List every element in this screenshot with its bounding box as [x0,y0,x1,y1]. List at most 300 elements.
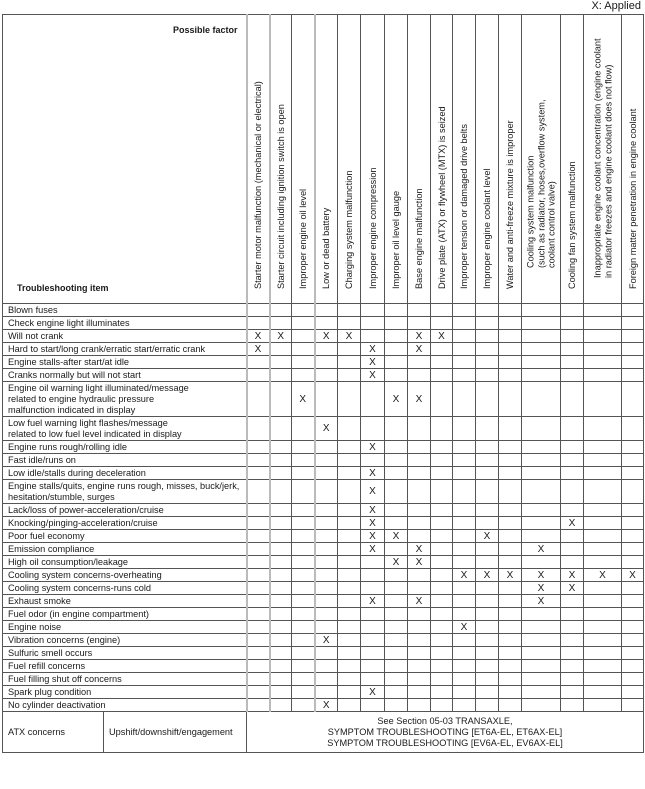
empty-cell [292,621,315,634]
empty-cell [431,504,453,517]
empty-cell [561,330,584,343]
empty-cell [431,441,453,454]
empty-cell [408,454,431,467]
empty-cell [338,343,361,356]
table-row [3,556,644,569]
empty-cell [385,660,408,673]
troubleshooting-item-label: Troubleshooting item [17,283,109,293]
empty-cell [584,356,622,369]
empty-cell [247,504,270,517]
empty-cell [292,441,315,454]
empty-cell [270,417,292,441]
empty-cell [499,660,522,673]
troubleshooting-item: Engine stalls-after start/at idle [3,356,247,369]
empty-cell [476,595,499,608]
empty-cell [584,330,622,343]
empty-cell [247,317,270,330]
empty-cell [361,699,385,712]
empty-cell [338,686,361,699]
empty-cell [408,356,431,369]
table-row [3,517,644,530]
empty-cell [292,317,315,330]
empty-cell [476,634,499,647]
empty-cell [561,530,584,543]
empty-cell [431,369,453,382]
applied-mark: X [247,343,270,356]
empty-cell [338,356,361,369]
atx-row [3,712,644,753]
empty-cell [561,304,584,317]
empty-cell [247,480,270,504]
empty-cell [584,304,622,317]
empty-cell [315,467,338,480]
empty-cell [431,382,453,417]
empty-cell [622,660,644,673]
empty-cell [315,356,338,369]
empty-cell [338,582,361,595]
empty-cell [453,673,476,686]
troubleshooting-item: Fuel filling shut off concerns [3,673,247,686]
empty-cell [453,317,476,330]
empty-cell [338,441,361,454]
empty-cell [584,467,622,480]
empty-cell [338,454,361,467]
empty-cell [247,304,270,317]
legend-applied: X: Applied [591,0,641,12]
factor-label: Base engine malfunction [413,187,424,289]
empty-cell [270,441,292,454]
empty-cell [361,417,385,441]
empty-cell [270,686,292,699]
empty-cell [476,556,499,569]
empty-cell [453,369,476,382]
empty-cell [292,330,315,343]
empty-cell [315,369,338,382]
empty-cell [499,454,522,467]
empty-cell [338,304,361,317]
empty-cell [338,317,361,330]
header-row [3,15,644,304]
empty-cell [431,621,453,634]
empty-cell [247,543,270,556]
applied-mark: X [622,569,644,582]
factor-label: Improper tension or damaged drive belts [458,123,469,289]
empty-cell [584,673,622,686]
empty-cell [292,686,315,699]
empty-cell [561,634,584,647]
empty-cell [270,621,292,634]
empty-cell [584,634,622,647]
empty-cell [315,530,338,543]
table-row [3,634,644,647]
empty-cell [338,556,361,569]
factor-label: Inappropriate engine coolant concentration (engine coolant in radiator freezes and engine coolant does not flow) [592,38,613,278]
troubleshooting-item: Exhaust smoke [3,595,247,608]
applied-mark: X [361,356,385,369]
empty-cell [408,317,431,330]
empty-cell [315,317,338,330]
empty-cell [408,530,431,543]
applied-mark: X [522,543,561,556]
empty-cell [453,530,476,543]
empty-cell [385,595,408,608]
empty-cell [338,608,361,621]
table-row [3,317,644,330]
empty-cell [476,543,499,556]
empty-cell [270,467,292,480]
applied-mark: X [431,330,453,343]
empty-cell [270,608,292,621]
table-row [3,417,644,441]
empty-cell [561,441,584,454]
applied-mark: X [292,382,315,417]
empty-cell [247,569,270,582]
empty-cell [247,467,270,480]
empty-cell [247,517,270,530]
empty-cell [361,660,385,673]
empty-cell [584,543,622,556]
troubleshooting-item: Engine runs rough/rolling idle [3,441,247,454]
empty-cell [292,647,315,660]
factor-header-14 [584,15,622,304]
empty-cell [270,382,292,417]
empty-cell [499,343,522,356]
empty-cell [453,634,476,647]
empty-cell [561,480,584,504]
empty-cell [476,686,499,699]
empty-cell [522,556,561,569]
empty-cell [270,634,292,647]
empty-cell [584,454,622,467]
empty-cell [476,330,499,343]
empty-cell [292,699,315,712]
empty-cell [292,517,315,530]
empty-cell [453,467,476,480]
table-row [3,582,644,595]
factor-label: Starter circuit including ignition switch is open [275,103,286,289]
empty-cell [270,543,292,556]
empty-cell [499,304,522,317]
empty-cell [385,369,408,382]
empty-cell [338,621,361,634]
empty-cell [361,673,385,686]
empty-cell [561,699,584,712]
empty-cell [431,582,453,595]
empty-cell [315,343,338,356]
factor-label: Cooling system malfunction (such as radiator, hoses,overflow system, coolant control valve) [525,98,557,268]
empty-cell [622,504,644,517]
empty-cell [408,673,431,686]
empty-cell [522,647,561,660]
empty-cell [385,317,408,330]
empty-cell [584,582,622,595]
empty-cell [385,343,408,356]
empty-cell [584,660,622,673]
empty-cell [292,454,315,467]
factor-header-1 [270,15,292,304]
empty-cell [338,569,361,582]
table-row [3,530,644,543]
empty-cell [476,369,499,382]
empty-cell [292,673,315,686]
empty-cell [385,356,408,369]
empty-cell [584,504,622,517]
factor-header-10 [476,15,499,304]
empty-cell [561,417,584,441]
applied-mark: X [361,467,385,480]
troubleshooting-item: Will not crank [3,330,247,343]
empty-cell [499,634,522,647]
empty-cell [622,467,644,480]
empty-cell [361,608,385,621]
empty-cell [476,304,499,317]
empty-cell [361,582,385,595]
factor-label: Drive plate (ATX) or flywheel (MTX) is seized [436,105,447,289]
factor-header-11 [499,15,522,304]
empty-cell [453,356,476,369]
empty-cell [499,480,522,504]
empty-cell [431,480,453,504]
factor-label: Improper oil level gauge [390,190,401,289]
empty-cell [247,634,270,647]
empty-cell [385,686,408,699]
applied-mark: X [476,530,499,543]
empty-cell [270,530,292,543]
empty-cell [338,660,361,673]
empty-cell [453,330,476,343]
empty-cell [408,699,431,712]
troubleshooting-item: Spark plug condition [3,686,247,699]
empty-cell [522,621,561,634]
empty-cell [522,454,561,467]
empty-cell [476,480,499,504]
empty-cell [315,595,338,608]
applied-mark: X [315,699,338,712]
applied-mark: X [361,686,385,699]
empty-cell [499,417,522,441]
empty-cell [270,356,292,369]
empty-cell [431,569,453,582]
troubleshooting-item: Blown fuses [3,304,247,317]
empty-cell [584,595,622,608]
troubleshooting-item: Vibration concerns (engine) [3,634,247,647]
empty-cell [584,369,622,382]
empty-cell [476,382,499,417]
empty-cell [499,595,522,608]
empty-cell [453,595,476,608]
empty-cell [408,504,431,517]
empty-cell [453,382,476,417]
empty-cell [315,686,338,699]
empty-cell [622,543,644,556]
header-corner [3,15,247,304]
empty-cell [431,634,453,647]
empty-cell [561,686,584,699]
table-row [3,699,644,712]
empty-cell [622,330,644,343]
applied-mark: X [408,543,431,556]
atx-reference-note: See Section 05-03 TRANSAXLE, SYMPTOM TROUBLESHOOTING [ET6A-EL, ET6AX-EL] SYMPTOM TROUBLESHOOTING [EV6A-EL, EV6AX-EL] [247,712,644,753]
factor-label: Water and anti-freeze mixture is improper [504,119,515,289]
empty-cell [408,686,431,699]
applied-mark: X [408,595,431,608]
empty-cell [561,621,584,634]
empty-cell [522,673,561,686]
empty-cell [408,608,431,621]
empty-cell [622,621,644,634]
empty-cell [499,382,522,417]
empty-cell [561,317,584,330]
empty-cell [499,441,522,454]
empty-cell [561,382,584,417]
empty-cell [584,343,622,356]
factor-header-0 [247,15,270,304]
applied-mark: X [247,330,270,343]
table-row [3,504,644,517]
empty-cell [361,454,385,467]
empty-cell [561,556,584,569]
empty-cell [584,417,622,441]
empty-cell [270,504,292,517]
empty-cell [292,467,315,480]
empty-cell [315,480,338,504]
empty-cell [522,608,561,621]
empty-cell [453,608,476,621]
empty-cell [499,530,522,543]
troubleshooting-item: Knocking/pinging-acceleration/cruise [3,517,247,530]
empty-cell [431,304,453,317]
empty-cell [522,504,561,517]
empty-cell [431,686,453,699]
empty-cell [522,634,561,647]
applied-mark: X [522,582,561,595]
empty-cell [315,647,338,660]
empty-cell [338,530,361,543]
empty-cell [622,673,644,686]
empty-cell [431,595,453,608]
table-body [3,304,644,753]
empty-cell [622,595,644,608]
empty-cell [270,582,292,595]
empty-cell [499,330,522,343]
empty-cell [622,417,644,441]
atx-item: ATX concerns [3,712,104,753]
table-row [3,369,644,382]
empty-cell [247,686,270,699]
empty-cell [622,647,644,660]
empty-cell [499,699,522,712]
applied-mark: X [408,343,431,356]
empty-cell [561,369,584,382]
table-row [3,621,644,634]
empty-cell [453,480,476,504]
applied-mark: X [270,330,292,343]
empty-cell [499,504,522,517]
empty-cell [431,517,453,530]
empty-cell [561,356,584,369]
empty-cell [453,343,476,356]
applied-mark: X [453,621,476,634]
empty-cell [584,621,622,634]
empty-cell [408,480,431,504]
troubleshooting-item: Engine oil warning light illuminated/message related to engine hydraulic pressure malfunction indicated in display [3,382,247,417]
troubleshooting-item: Cooling system concerns-overheating [3,569,247,582]
empty-cell [361,569,385,582]
empty-cell [499,556,522,569]
empty-cell [338,467,361,480]
empty-cell [247,595,270,608]
empty-cell [622,304,644,317]
empty-cell [338,480,361,504]
table-row [3,543,644,556]
empty-cell [361,304,385,317]
empty-cell [292,608,315,621]
empty-cell [338,673,361,686]
empty-cell [247,441,270,454]
applied-mark: X [361,441,385,454]
empty-cell [315,441,338,454]
troubleshooting-item: Low fuel warning light flashes/message related to low fuel level indicated in display [3,417,247,441]
empty-cell [247,608,270,621]
factor-header-8 [431,15,453,304]
empty-cell [431,356,453,369]
empty-cell [270,660,292,673]
empty-cell [431,660,453,673]
empty-cell [522,304,561,317]
empty-cell [247,356,270,369]
applied-mark: X [561,569,584,582]
empty-cell [476,660,499,673]
empty-cell [584,556,622,569]
troubleshooting-item: Fuel odor (in engine compartment) [3,608,247,621]
empty-cell [622,454,644,467]
empty-cell [270,517,292,530]
empty-cell [338,634,361,647]
factor-label: Starter motor malfunction (mechanical or electrical) [252,80,263,289]
factor-header-15 [622,15,644,304]
empty-cell [499,369,522,382]
empty-cell [431,317,453,330]
applied-mark: X [361,517,385,530]
applied-mark: X [361,343,385,356]
empty-cell [431,343,453,356]
empty-cell [453,454,476,467]
empty-cell [584,699,622,712]
empty-cell [499,608,522,621]
empty-cell [561,454,584,467]
troubleshooting-item: Emission compliance [3,543,247,556]
empty-cell [408,417,431,441]
empty-cell [622,686,644,699]
applied-mark: X [584,569,622,582]
empty-cell [522,330,561,343]
table-row [3,660,644,673]
applied-mark: X [522,569,561,582]
empty-cell [476,517,499,530]
empty-cell [270,454,292,467]
empty-cell [270,699,292,712]
factor-header-7 [408,15,431,304]
empty-cell [270,556,292,569]
empty-cell [315,569,338,582]
factor-label: Foreign matter penetration in engine coolant [627,108,638,289]
empty-cell [247,699,270,712]
empty-cell [385,330,408,343]
table-row [3,356,644,369]
troubleshooting-item: Hard to start/long crank/erratic start/erratic crank [3,343,247,356]
applied-mark: X [338,330,361,343]
empty-cell [622,441,644,454]
